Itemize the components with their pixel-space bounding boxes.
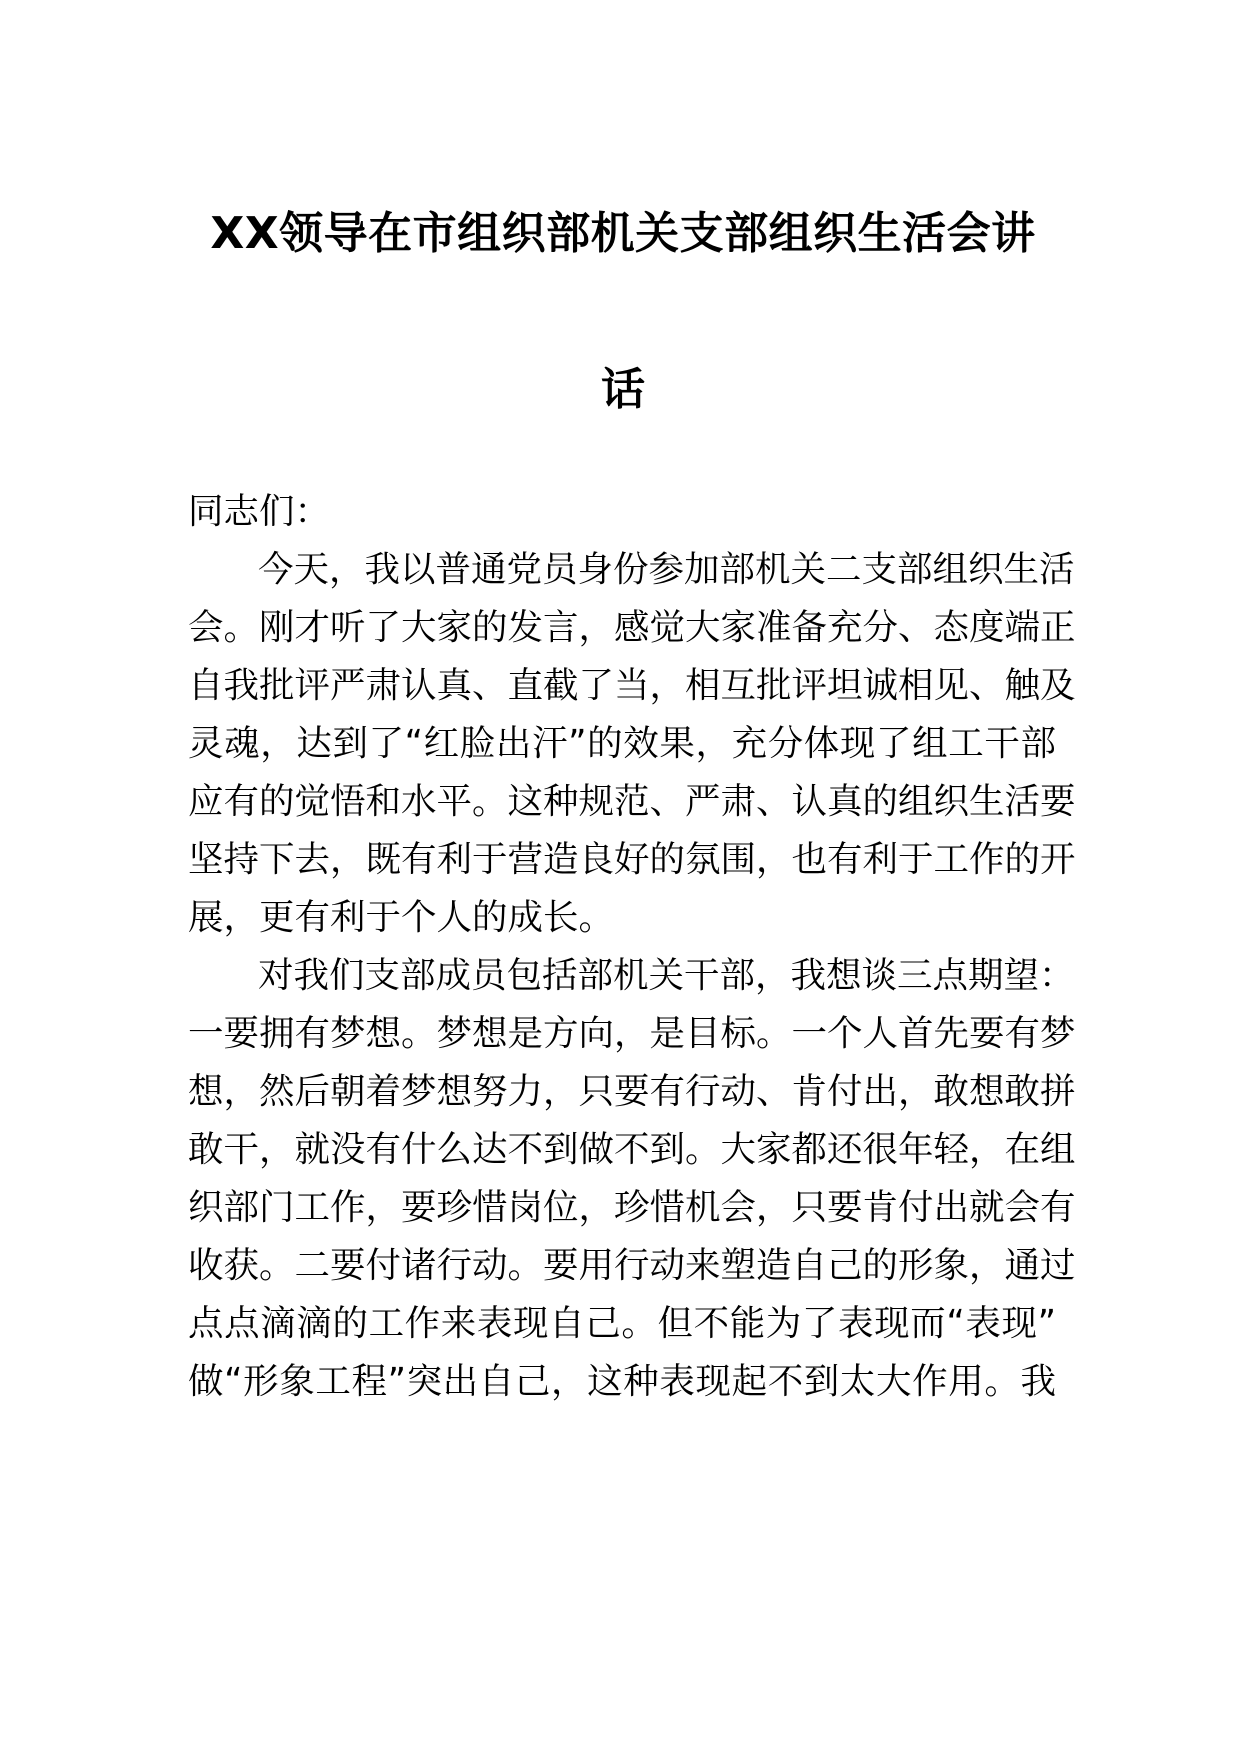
body-line: 敢干，就没有什么达不到做不到。大家都还很年轻，在组 [188, 1129, 1076, 1170]
body-line: 对我们支部成员包括部机关干部，我想谈三点期望： [258, 955, 1075, 996]
body-line: 一要拥有梦想。梦想是方向，是目标。一个人首先要有梦 [188, 1013, 1076, 1054]
body-line: 自我批评严肃认真、直截了当，相互批评坦诚相见、触及 [188, 665, 1076, 706]
body-line: 做“形象工程”突出自己，这种表现起不到太大作用。我 [188, 1361, 1056, 1402]
body-line: 今天，我以普通党员身份参加部机关二支部组织生活 [258, 549, 1075, 590]
salutation: 同志们： [188, 491, 331, 532]
body-line: 灵魂，达到了“红脸出汗”的效果，充分体现了组工干部 [188, 723, 1056, 764]
body-line: 会。刚才听了大家的发言，感觉大家准备充分、态度端正 [188, 607, 1076, 648]
body-line: 想，然后朝着梦想努力，只要有行动、肯付出，敢想敢拼 [188, 1071, 1076, 1112]
document-title-line-1: XX领导在市组织部机关支部组织生活会讲 [210, 208, 1036, 259]
body-line: 坚持下去，既有利于营造良好的氛围，也有利于工作的开 [188, 839, 1076, 880]
body-line: 展，更有利于个人的成长。 [188, 897, 615, 938]
body-line: 收获。二要付诸行动。要用行动来塑造自己的形象，通过 [188, 1245, 1076, 1286]
body-line: 织部门工作，要珍惜岗位，珍惜机会，只要肯付出就会有 [188, 1187, 1076, 1228]
body-line: 应有的觉悟和水平。这种规范、严肃、认真的组织生活要 [188, 781, 1076, 822]
body-line: 点点滴滴的工作来表现自己。但不能为了表现而“表现” [188, 1303, 1056, 1344]
document-title-line-2: 话 [601, 364, 645, 415]
